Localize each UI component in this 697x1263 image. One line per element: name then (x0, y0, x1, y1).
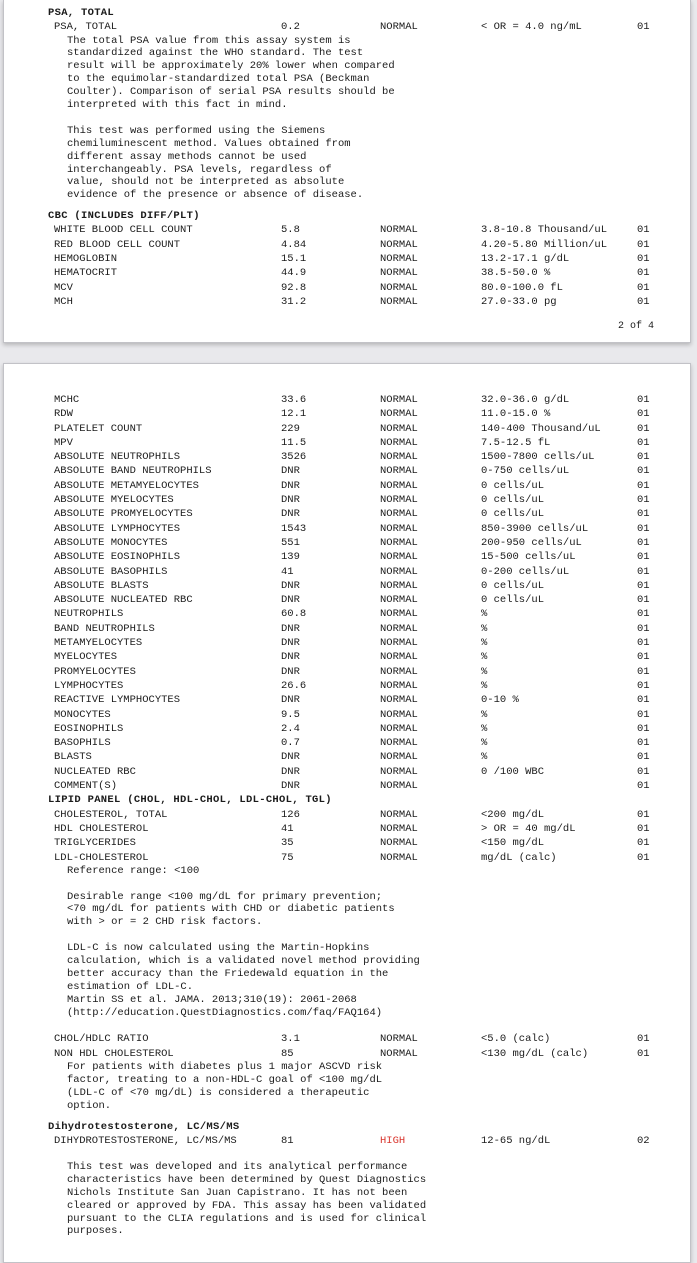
comment-line: interchangeably. PSA levels, regardless of (67, 163, 332, 176)
lab-code: 01 (637, 408, 650, 421)
result-value: DNR (281, 780, 300, 793)
result-value: 41 (281, 565, 294, 578)
test-name: MCHC (54, 394, 80, 406)
reference-range: % (481, 751, 488, 764)
result-flag: HIGH (380, 1134, 406, 1147)
test-name: MYELOCYTES (54, 651, 118, 664)
result-flag: NORMAL (380, 281, 418, 294)
result-row (4, 507, 690, 521)
lab-code: 01 (637, 394, 650, 406)
lab-code: 01 (637, 822, 650, 835)
result-row (4, 1047, 690, 1061)
lab-code: 01 (637, 579, 650, 592)
result-flag: NORMAL (380, 267, 418, 280)
result-row (4, 565, 690, 579)
reference-range: 0 cells/uL (481, 494, 545, 507)
result-value: DNR (281, 622, 300, 635)
result-value: DNR (281, 479, 300, 492)
result-flag: NORMAL (380, 408, 418, 421)
comment-line: LDL-C is now calculated using the Martin-Hopkins (67, 942, 370, 955)
result-flag: NORMAL (380, 608, 418, 621)
comment-line: (http://education.QuestDiagnostics.com/faq/FAQ164) (67, 1006, 383, 1019)
result-value: DNR (281, 651, 300, 664)
report-page-1 (3, 0, 691, 343)
result-row (4, 665, 690, 679)
reference-range: 0 cells/uL (481, 579, 545, 592)
lab-code: 01 (637, 751, 650, 764)
reference-range: 4.20-5.80 Million/uL (481, 238, 608, 251)
test-name: PSA, TOTAL (54, 21, 118, 34)
comment-line: different assay methods cannot be used (67, 150, 307, 163)
lab-code: 01 (637, 622, 650, 635)
result-flag: NORMAL (380, 565, 418, 578)
reference-range: 140-400 Thousand/uL (481, 422, 601, 435)
result-flag: NORMAL (380, 665, 418, 678)
result-flag: NORMAL (380, 394, 418, 406)
lab-code: 01 (637, 594, 650, 607)
test-name: TRIGLYCERIDES (54, 837, 136, 850)
lab-code: 01 (637, 551, 650, 564)
result-row (4, 536, 690, 550)
result-flag: NORMAL (380, 851, 418, 864)
result-row (4, 436, 690, 450)
result-flag: NORMAL (380, 594, 418, 607)
result-row (4, 579, 690, 593)
test-name: METAMYELOCYTES (54, 637, 143, 650)
lab-code: 01 (637, 608, 650, 621)
result-flag: NORMAL (380, 422, 418, 435)
result-value: 9.5 (281, 708, 300, 721)
result-flag: NORMAL (380, 651, 418, 664)
result-flag: NORMAL (380, 822, 418, 835)
test-name: ABSOLUTE MONOCYTES (54, 536, 168, 549)
lab-code: 01 (637, 451, 650, 464)
result-row (4, 266, 690, 280)
result-row (4, 836, 690, 850)
comment-line: factor, treating to a non-HDL-C goal of <100 mg/dL (67, 1073, 383, 1086)
reference-range: 0-200 cells/uL (481, 565, 570, 578)
comment-line: Desirable range <100 mg/dL for primary prevention; (67, 890, 383, 903)
lab-code: 01 (637, 238, 650, 251)
comment-line: evidence of the presence or absence of disease. (67, 189, 364, 202)
section-header: PSA, TOTAL (48, 7, 115, 19)
result-row (4, 636, 690, 650)
reference-range: 3.8-10.8 Thousand/uL (481, 224, 608, 237)
comment-line: pursuant to the CLIA regulations and is used for clinical (67, 1212, 427, 1225)
result-row (4, 593, 690, 607)
result-flag: NORMAL (380, 295, 418, 308)
comment-line: option. (67, 1099, 112, 1112)
result-row (4, 1032, 690, 1046)
result-value: 551 (281, 536, 300, 549)
reference-range: % (481, 679, 488, 692)
reference-range: % (481, 737, 488, 750)
result-value: DNR (281, 751, 300, 764)
result-row (4, 693, 690, 707)
result-flag: NORMAL (380, 436, 418, 449)
lab-code: 01 (637, 465, 650, 478)
comment-line: characteristics have been determined by Quest Diagnostics (67, 1173, 427, 1186)
result-row (4, 223, 690, 237)
result-value: 3.1 (281, 1033, 300, 1046)
test-name: HDL CHOLESTEROL (54, 822, 149, 835)
result-row (4, 407, 690, 421)
result-flag: NORMAL (380, 536, 418, 549)
comment-line: (LDL-C of <70 mg/dL) is considered a therapeutic (67, 1086, 370, 1099)
reference-range: % (481, 708, 488, 721)
comment-line: chemiluminescent method. Values obtained from (67, 137, 351, 150)
test-name: LDL-CHOLESTEROL (54, 851, 149, 864)
lab-code: 01 (637, 651, 650, 664)
result-row (4, 822, 690, 836)
result-flag: NORMAL (380, 808, 418, 821)
result-row (4, 679, 690, 693)
result-flag: NORMAL (380, 679, 418, 692)
comment-line: This test was developed and its analytical performance (67, 1161, 408, 1174)
result-row (4, 252, 690, 266)
result-value: 4.84 (281, 238, 307, 251)
lab-code: 01 (637, 722, 650, 735)
test-name: HEMATOCRIT (54, 267, 118, 280)
test-name: NON HDL CHOLESTEROL (54, 1047, 174, 1060)
comment-line: <70 mg/dL for patients with CHD or diabetic patients (67, 903, 395, 916)
section-header: LIPID PANEL (CHOL, HDL-CHOL, LDL-CHOL, TGL) (48, 794, 332, 807)
reference-range: 1500-7800 cells/uL (481, 451, 595, 464)
comment-line: better accuracy than the Friedewald equation in the (67, 967, 389, 980)
comment-line (4, 112, 690, 125)
lab-code: 01 (637, 765, 650, 778)
result-value: DNR (281, 665, 300, 678)
result-flag: NORMAL (380, 522, 418, 535)
reference-range: > OR = 40 mg/dL (481, 822, 576, 835)
result-flag: NORMAL (380, 780, 418, 793)
test-name: COMMENT(S) (54, 780, 118, 793)
result-value: 1543 (281, 522, 307, 535)
test-name: ABSOLUTE NEUTROPHILS (54, 451, 181, 464)
lab-code: 01 (637, 253, 650, 266)
result-flag: NORMAL (380, 622, 418, 635)
lab-code: 01 (637, 808, 650, 821)
comment-line: calculation, which is a validated novel method providing (67, 955, 420, 968)
page-2-content (4, 393, 690, 1238)
result-value: 35 (281, 837, 294, 850)
comment-line: Coulter). Comparison of serial PSA results should be (67, 86, 395, 99)
result-value: 3526 (281, 451, 307, 464)
test-name: DIHYDROTESTOSTERONE, LC/MS/MS (54, 1134, 237, 1147)
comment-line: result will be approximately 20% lower when compared (67, 60, 395, 73)
result-row (4, 736, 690, 750)
result-flag: NORMAL (380, 21, 418, 34)
test-name: ABSOLUTE BAND NEUTROPHILS (54, 465, 212, 478)
result-row (4, 1134, 690, 1148)
comment-line: Martin SS et al. JAMA. 2013;310(19): 2061-2068 (67, 993, 357, 1006)
result-value: 0.2 (281, 21, 300, 34)
result-value: DNR (281, 765, 300, 778)
result-flag: NORMAL (380, 224, 418, 237)
result-flag: NORMAL (380, 1033, 418, 1046)
test-name: RED BLOOD CELL COUNT (54, 238, 181, 251)
result-flag: NORMAL (380, 751, 418, 764)
result-flag: NORMAL (380, 1047, 418, 1060)
result-value: 12.1 (281, 408, 307, 421)
reference-range: % (481, 608, 488, 621)
lab-code: 01 (637, 494, 650, 507)
reference-range: 0 cells/uL (481, 479, 545, 492)
result-flag: NORMAL (380, 737, 418, 750)
result-row (4, 20, 690, 34)
lab-code: 01 (637, 267, 650, 280)
result-value: 229 (281, 422, 300, 435)
lab-code: 01 (637, 21, 650, 34)
result-value: DNR (281, 637, 300, 650)
reference-range: 200-950 cells/uL (481, 536, 582, 549)
reference-range: mg/dL (calc) (481, 851, 557, 864)
report-page-2 (3, 363, 691, 1263)
result-row (4, 607, 690, 621)
result-flag: NORMAL (380, 508, 418, 521)
reference-range: <150 mg/dL (481, 837, 545, 850)
test-name: ABSOLUTE PROMYELOCYTES (54, 508, 193, 521)
lab-code: 01 (637, 295, 650, 308)
lab-code: 01 (637, 436, 650, 449)
result-value: 31.2 (281, 295, 307, 308)
comment-line: This test was performed using the Siemens (67, 124, 326, 137)
result-value: 92.8 (281, 281, 307, 294)
result-value: 11.5 (281, 436, 307, 449)
test-name: PLATELET COUNT (54, 422, 143, 435)
result-row (4, 238, 690, 252)
lab-code: 01 (637, 851, 650, 864)
result-flag: NORMAL (380, 694, 418, 707)
reference-range: 27.0-33.0 pg (481, 295, 557, 308)
lab-code: 01 (637, 479, 650, 492)
test-name: MCH (54, 295, 73, 308)
comment-line: cleared or approved by FDA. This assay has been validated (67, 1199, 427, 1212)
result-flag: NORMAL (380, 465, 418, 478)
test-name: ABSOLUTE EOSINOPHILS (54, 551, 181, 564)
test-name: EOSINOPHILS (54, 722, 124, 735)
result-row (4, 464, 690, 478)
test-name: ABSOLUTE BLASTS (54, 579, 149, 592)
test-name: ABSOLUTE MYELOCYTES (54, 494, 174, 507)
result-row (4, 295, 690, 309)
result-flag: NORMAL (380, 253, 418, 266)
result-value: 15.1 (281, 253, 307, 266)
reference-range: 15-500 cells/uL (481, 551, 576, 564)
result-flag: NORMAL (380, 579, 418, 592)
test-name: MPV (54, 436, 73, 449)
result-flag: NORMAL (380, 479, 418, 492)
reference-range: <200 mg/dL (481, 808, 545, 821)
result-row (4, 522, 690, 536)
lab-code: 01 (637, 694, 650, 707)
result-value: 44.9 (281, 267, 307, 280)
result-flag: NORMAL (380, 238, 418, 251)
reference-range: 7.5-12.5 fL (481, 436, 551, 449)
result-value: 139 (281, 551, 300, 564)
reference-range: 38.5-50.0 % (481, 267, 551, 280)
comment-line: estimation of LDL-C. (67, 980, 194, 993)
reference-range: <130 mg/dL (calc) (481, 1047, 589, 1060)
result-flag: NORMAL (380, 722, 418, 735)
lab-code: 02 (637, 1134, 650, 1147)
result-row (4, 750, 690, 764)
reference-range: 850-3900 cells/uL (481, 522, 589, 535)
result-flag: NORMAL (380, 765, 418, 778)
reference-range: 0 /100 WBC (481, 765, 545, 778)
lab-code: 01 (637, 508, 650, 521)
test-name: CHOLESTEROL, TOTAL (54, 808, 168, 821)
reference-range: 0-10 % (481, 694, 519, 707)
comment-line: purposes. (67, 1225, 124, 1238)
result-value: 2.4 (281, 722, 300, 735)
test-name: WHITE BLOOD CELL COUNT (54, 224, 193, 237)
reference-range: 80.0-100.0 fL (481, 281, 563, 294)
test-name: ABSOLUTE NUCLEATED RBC (54, 594, 193, 607)
test-name: REACTIVE LYMPHOCYTES (54, 694, 181, 707)
lab-code: 01 (637, 837, 650, 850)
result-value: 75 (281, 851, 294, 864)
section-header: Dihydrotestosterone, LC/MS/MS (48, 1120, 240, 1133)
lab-code: 01 (637, 1033, 650, 1046)
reference-range: 0 cells/uL (481, 594, 545, 607)
test-name: MONOCYTES (54, 708, 111, 721)
result-row (4, 708, 690, 722)
reference-range: % (481, 722, 488, 735)
comment-line: The total PSA value from this assay system is (67, 34, 351, 47)
result-row (4, 622, 690, 636)
lab-code: 01 (637, 737, 650, 750)
comment-line: standardized against the WHO standard. The test (67, 47, 364, 60)
comment-line: For patients with diabetes plus 1 major ASCVD risk (67, 1060, 383, 1073)
reference-range: % (481, 637, 488, 650)
test-name: RDW (54, 408, 73, 421)
reference-range: 32.0-36.0 g/dL (481, 394, 570, 406)
reference-range: % (481, 665, 488, 678)
test-name: LYMPHOCYTES (54, 679, 124, 692)
lab-code: 01 (637, 1047, 650, 1060)
test-name: ABSOLUTE BASOPHILS (54, 565, 168, 578)
page-number: 2 of 4 (617, 321, 654, 333)
reference-range: 0 cells/uL (481, 508, 545, 521)
comment-line: Reference range: <100 (67, 864, 200, 877)
result-row (4, 650, 690, 664)
reference-range: % (481, 651, 488, 664)
test-name: BAND NEUTROPHILS (54, 622, 155, 635)
reference-range: <5.0 (calc) (481, 1033, 551, 1046)
result-row (4, 450, 690, 464)
lab-code: 01 (637, 422, 650, 435)
result-value: DNR (281, 579, 300, 592)
result-value: DNR (281, 494, 300, 507)
result-value: 26.6 (281, 679, 307, 692)
reference-range: % (481, 622, 488, 635)
comment-line (4, 929, 690, 942)
result-row (4, 722, 690, 736)
lab-code: 01 (637, 679, 650, 692)
result-row (4, 779, 690, 793)
test-name: HEMOGLOBIN (54, 253, 118, 266)
result-flag: NORMAL (380, 837, 418, 850)
result-value: 33.6 (281, 394, 307, 406)
test-name: BLASTS (54, 751, 92, 764)
result-row (4, 393, 690, 407)
result-row (4, 851, 690, 865)
reference-range: 11.0-15.0 % (481, 408, 551, 421)
result-row (4, 281, 690, 295)
result-row (4, 808, 690, 822)
result-value: DNR (281, 508, 300, 521)
result-flag: NORMAL (380, 551, 418, 564)
test-name: NEUTROPHILS (54, 608, 124, 621)
lab-code: 01 (637, 665, 650, 678)
lab-code: 01 (637, 224, 650, 237)
comment-line: to the equimolar-standardized total PSA (Beckman (67, 73, 370, 86)
lab-code: 01 (637, 565, 650, 578)
result-value: DNR (281, 465, 300, 478)
comment-line: value, should not be interpreted as absolute (67, 176, 345, 189)
result-row (4, 479, 690, 493)
comment-line: with > or = 2 CHD risk factors. (67, 916, 263, 929)
lab-code: 01 (637, 522, 650, 535)
test-name: NUCLEATED RBC (54, 765, 136, 778)
test-name: CHOL/HDLC RATIO (54, 1033, 149, 1046)
comment-line: interpreted with this fact in mind. (67, 99, 288, 112)
result-value: 41 (281, 822, 294, 835)
comment-line: Nichols Institute San Juan Capistrano. It has not been (67, 1186, 408, 1199)
comment-line (4, 878, 690, 891)
page-1-content (4, 6, 690, 309)
reference-range: 0-750 cells/uL (481, 465, 570, 478)
reference-range: 13.2-17.1 g/dL (481, 253, 570, 266)
result-value: 81 (281, 1134, 294, 1147)
lab-code: 01 (637, 780, 650, 793)
result-value: 0.7 (281, 737, 300, 750)
lab-code: 01 (637, 708, 650, 721)
test-name: PROMYELOCYTES (54, 665, 136, 678)
result-row (4, 493, 690, 507)
reference-range: < OR = 4.0 ng/mL (481, 21, 582, 34)
result-row (4, 422, 690, 436)
comment-line (4, 1148, 690, 1161)
test-name: BASOPHILS (54, 737, 111, 750)
test-name: ABSOLUTE LYMPHOCYTES (54, 522, 181, 535)
result-value: 5.8 (281, 224, 300, 237)
section-header: CBC (INCLUDES DIFF/PLT) (48, 210, 200, 223)
result-flag: NORMAL (380, 451, 418, 464)
result-value: 60.8 (281, 608, 307, 621)
result-value: DNR (281, 694, 300, 707)
result-value: 85 (281, 1047, 294, 1060)
result-flag: NORMAL (380, 708, 418, 721)
comment-line (4, 1019, 690, 1032)
test-name: ABSOLUTE METAMYELOCYTES (54, 479, 199, 492)
result-row (4, 765, 690, 779)
result-value: DNR (281, 594, 300, 607)
lab-code: 01 (637, 536, 650, 549)
result-flag: NORMAL (380, 494, 418, 507)
lab-code: 01 (637, 281, 650, 294)
result-row (4, 550, 690, 564)
result-flag: NORMAL (380, 637, 418, 650)
test-name: MCV (54, 281, 73, 294)
result-value: 126 (281, 808, 300, 821)
reference-range: 12-65 ng/dL (481, 1134, 551, 1147)
lab-code: 01 (637, 637, 650, 650)
